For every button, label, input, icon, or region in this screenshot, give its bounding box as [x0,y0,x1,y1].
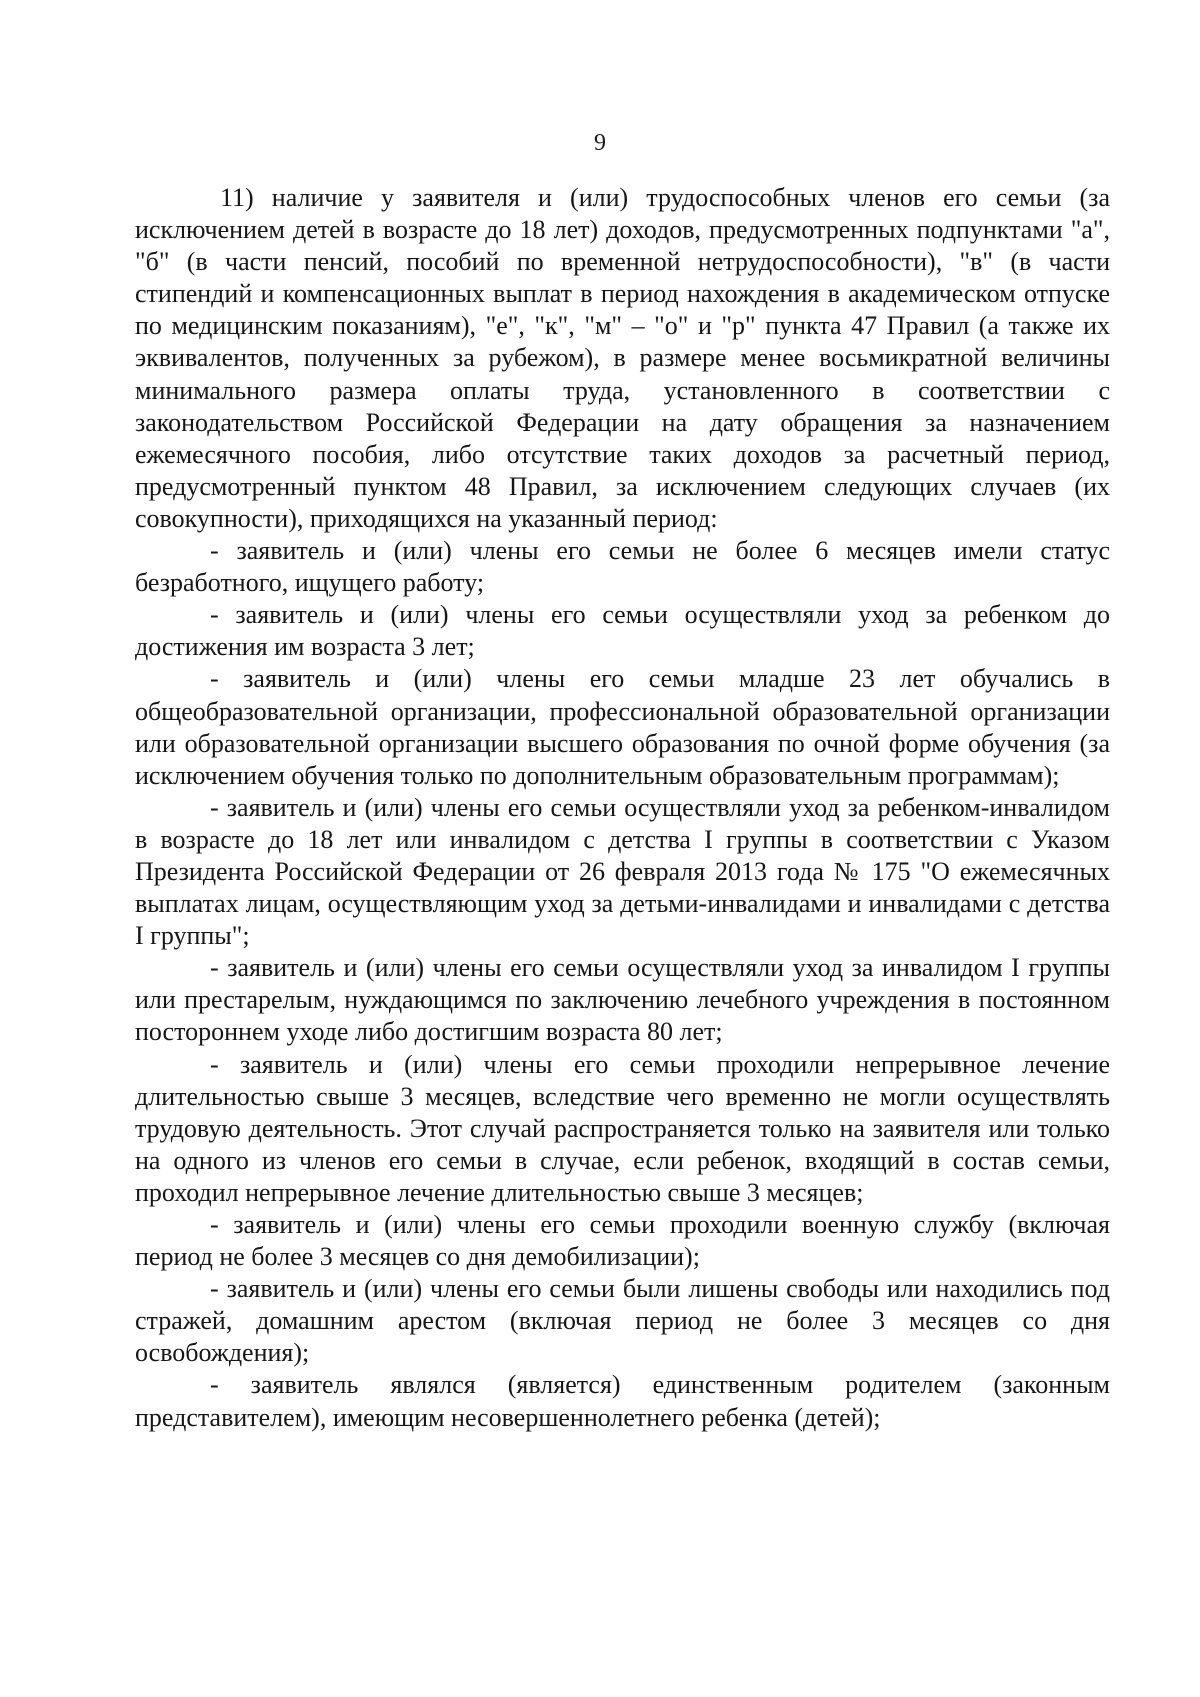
exception-education: - заявитель и (или) члены его семьи младше 23 лет обучались в общеобразовательной организации, профессиональной образовательной организации или образовательной организации высшего образования по очной форме обучения (за исключением обучения только по дополнительным образовательным программам); [135,664,1110,790]
page-number: 9 [594,130,606,156]
exception-military-service: - заявитель и (или) члены его семьи проходили военную службу (включая период не более 3 месяцев со дня демобилизации); [135,1210,1110,1272]
exception-elderly-care: - заявитель и (или) члены его семьи осуществляли уход за инвалидом I группы или престарелым, нуждающимся по заключению лечебного учреждения в постоянном постороннем уходе либо достигшим возраста 80 лет; [135,953,1110,1047]
exception-childcare: - заявитель и (или) члены его семьи осуществляли уход за ребенком до достижения им возраста 3 лет; [135,600,1110,662]
document-body [135,182,1110,1434]
exception-imprisonment: - заявитель и (или) члены его семьи были лишены свободы или находились под стражей, домашним арестом (включая период не более 3 месяцев со дня освобождения); [135,1274,1110,1368]
paragraph-item-11: 11) наличие у заявителя и (или) трудоспособных членов его семьи (за исключением детей в возрасте до 18 лет) доходов, предусмотренных подпунктами "а", "б" (в части пенсий, пособий по временной нетрудоспособности), "в" (в части стипендий и компенсационных выплат в период нахождения в академическом отпуске по медицинским показаниям), "е", "к", "м" – "о" и "р" пункта 47 Правил (а также их эквивалентов, полученных за рубежом), в размере менее восьмикратной величины минимального размера оплаты труда, установленного в соответствии с законодательством Российской Федерации на дату обращения за назначением ежемесячного пособия, либо отсутствие таких доходов за расчетный период, предусмотренный пунктом 48 Правил, за исключением следующих случаев (их совокупности), приходящихся на указанный период: [135,183,1110,533]
exception-disabled-child-care: - заявитель и (или) члены его семьи осуществляли уход за ребенком-инвалидом в возрасте до 18 лет или инвалидом с детства I группы в соответствии с Указом Президента Российской Федерации от 26 февраля 2013 года № 175 "О ежемесячных выплатах лицам, осуществляющим уход за детьми-инвалидами и инвалидами с детства I группы"; [135,792,1110,951]
exception-unemployed: - заявитель и (или) члены его семьи не более 6 месяцев имели статус безработного, ищущего работу; [135,536,1110,598]
exception-single-parent: - заявитель являлся (является) единственным родителем (законным представителем), имеющим несовершеннолетнего ребенка (детей); [135,1370,1110,1432]
exception-medical-treatment: - заявитель и (или) члены его семьи проходили непрерывное лечение длительностью свыше 3 месяцев, вследствие чего временно не могли осуществлять трудовую деятельность. Этот случай распространяется только на заявителя или только на одного из членов его семьи в случае, если ребенок, входящий в состав семьи, проходил непрерывное лечение длительностью свыше 3 месяцев; [135,1049,1110,1207]
